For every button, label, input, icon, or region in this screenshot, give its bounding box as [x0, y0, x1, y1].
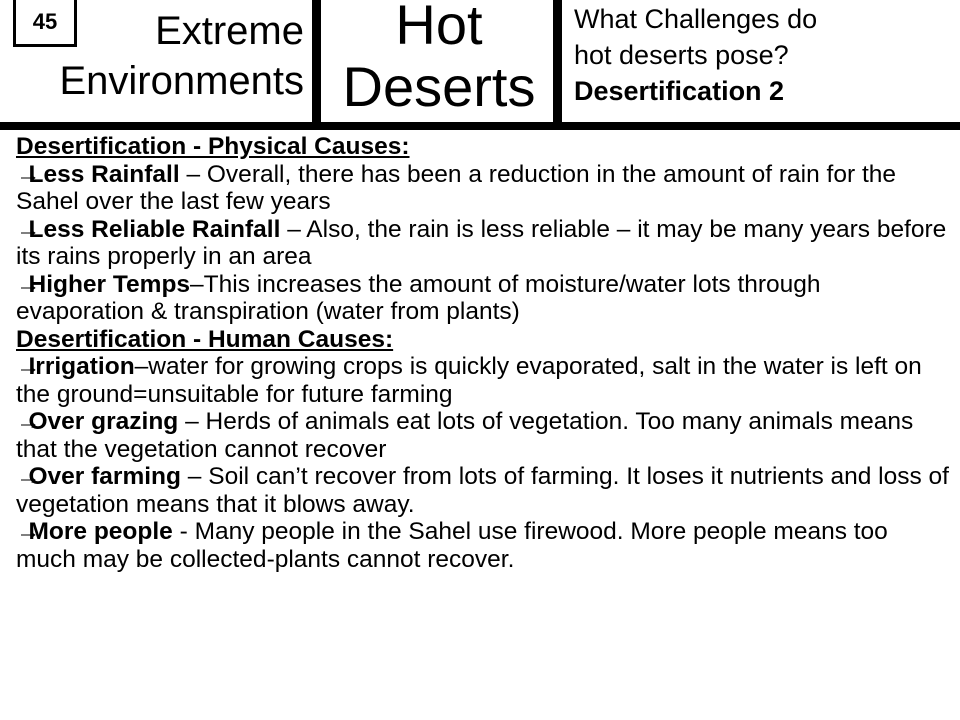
topic-title-line1: Extreme: [155, 9, 304, 53]
arrow-icon: →: [16, 353, 29, 380]
list-item: [16, 353, 951, 408]
cause-description: –This increases the amount of moisture/water lots through evaporation & transpiration (water from plants): [16, 270, 821, 325]
header-divider-right: [553, 0, 562, 126]
key-question-line2: hot deserts pose?: [574, 40, 789, 70]
notes-content: [16, 133, 951, 573]
key-question: [574, 1, 954, 109]
arrow-icon: →: [16, 215, 29, 243]
cause-description: – Soil can’t recover from lots of farming. It loses it nutrients and loss of vegetation means that it blows away.: [16, 463, 949, 518]
topic-title-line2: Environments: [59, 59, 304, 103]
page-title: [325, 0, 553, 118]
arrow-icon: →: [16, 408, 29, 435]
cause-description: – Overall, there has been a reduction in the amount of rain for the Sahel over the last few years: [16, 160, 897, 215]
cause-term: More people: [28, 518, 173, 545]
lesson-subtitle: Desertification 2: [574, 76, 785, 106]
key-question-line1: What Challenges do: [574, 4, 818, 34]
page-number: 45: [13, 0, 77, 47]
arrow-icon: →: [16, 160, 29, 188]
list-item: [16, 161, 951, 216]
page-title-line1: Hot: [395, 0, 483, 56]
cause-term: Over farming: [28, 463, 181, 490]
cause-description: – Herds of animals eat lots of vegetation. Too many animals means that the vegetation cannot recover: [16, 408, 914, 463]
slide-header: [0, 0, 960, 130]
arrow-icon: →: [16, 463, 29, 490]
physical-causes-heading: Desertification - Physical Causes:: [16, 133, 410, 160]
cause-term: Over grazing: [28, 408, 179, 435]
cause-term: Less Rainfall: [28, 160, 180, 188]
human-causes-heading: Desertification - Human Causes:: [16, 325, 394, 353]
arrow-icon: →: [16, 270, 29, 298]
cause-term: Irrigation: [28, 353, 135, 380]
page-title-line2: Deserts: [342, 55, 536, 118]
arrow-icon: →: [16, 518, 29, 545]
cause-description: – Also, the rain is less reliable – it may be many years before its rains properly in an area: [16, 215, 947, 270]
list-item: [16, 271, 951, 326]
cause-description: –water for growing crops is quickly evaporated, salt in the water is left on the ground=unsuitable for future farming: [16, 353, 922, 408]
list-item: [16, 216, 951, 271]
cause-term: Higher Temps: [28, 270, 191, 298]
list-item: [16, 518, 951, 573]
cause-description: - Many people in the Sahel use firewood. More people means too much may be collected-plants cannot recover.: [16, 518, 888, 573]
list-item: [16, 408, 951, 463]
topic-title: [0, 6, 312, 106]
header-divider-left: [312, 0, 321, 126]
list-item: [16, 463, 951, 518]
header-divider-bottom: [0, 122, 960, 130]
cause-term: Less Reliable Rainfall: [28, 215, 281, 243]
